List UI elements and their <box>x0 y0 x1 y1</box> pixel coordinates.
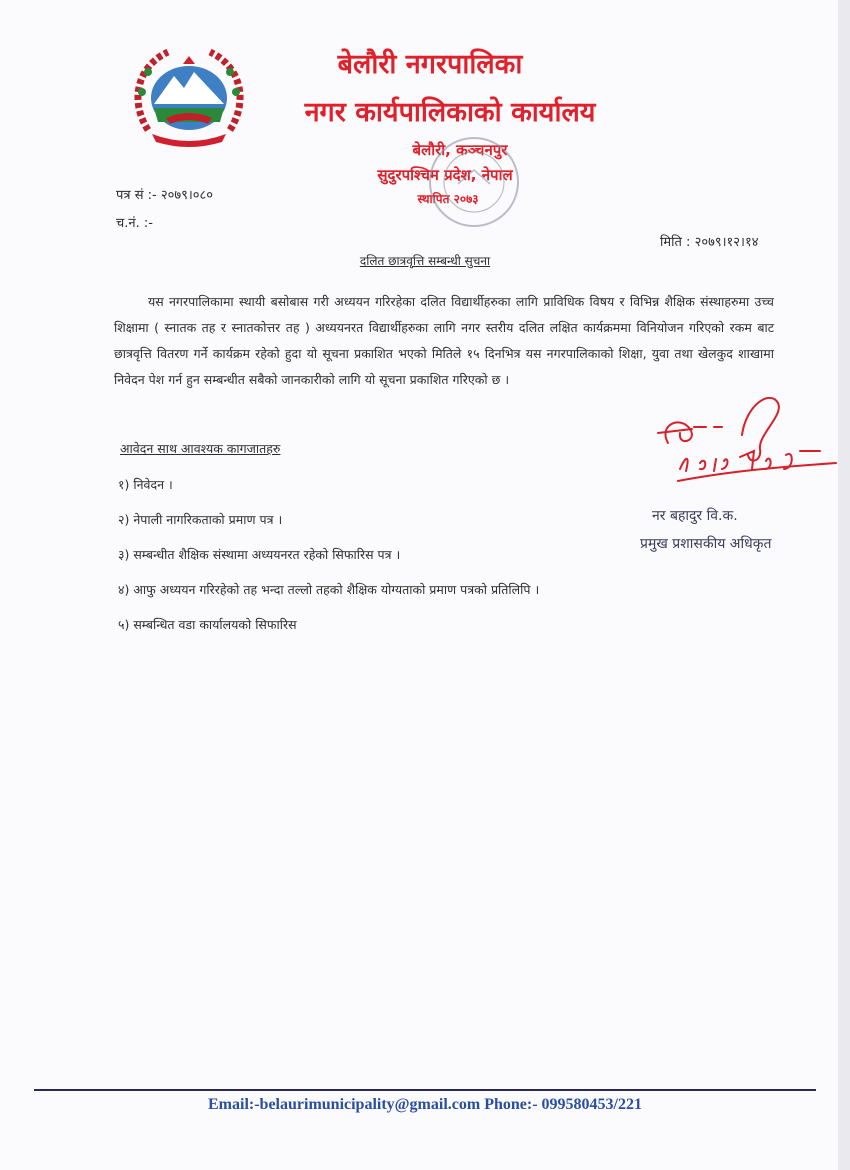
office-name: नगर कार्यपालिकाको कार्यालय <box>304 97 596 128</box>
notice-body: यस नगरपालिकामा स्थायी बसोबास गरी अध्ययन गरिरहेका दलित विद्यार्थीहरुका लागि प्राविधिक विषय र विभिन्न शैक्षिक संस्थाहरुमा उच्च शिक्षामा ( स्नातक तह र स्नातकोत्तर तह ) अध्ययनरत विद्यार्थीहरुका लागि नगर स्तरीय दलित लक्षित कार्यक्रममा विनियोजन गरिएको रकम बाट छात्रवृत्ति वितरण गर्ने कार्यक्रम रहेको हुदा यो सूचना प्रकाशित भएको मितिले १५ दिनभित्र यस नगरपालिकाको शिक्षा, युवा तथा खेलकुद शाखामा निवेदन पेश गर्न हुन सम्बन्धीत सबैको जानकारीको लागि यो सूचना प्रकाशित गरिएको छ । <box>114 294 774 387</box>
signatory-name: नर बहादुर वि.क. <box>652 508 738 524</box>
documents-heading: आवेदन साथ आवश्यक कागजातहरु <box>120 441 281 456</box>
list-item: ३) सम्बन्धीत शैक्षिक संस्थामा अध्ययनरत रहेको सिफारिस पत्र । <box>118 547 401 562</box>
address-line-1: बेलौरी, कञ्चनपुर <box>412 141 508 159</box>
documents-list <box>118 476 539 651</box>
list-item: २) नेपाली नागरिकताको प्रमाण पत्र । <box>118 512 283 527</box>
footer-divider <box>34 1089 816 1091</box>
municipality-name: बेलौरी नगरपालिका <box>337 49 523 80</box>
footer-contact: Email:-belaurimunicipality@gmail.com Phone:- 099580453/221 <box>208 1096 642 1113</box>
notice-date: मिति : २०७९।१२।१४ <box>660 235 759 250</box>
list-item: ५) सम्बन्धित वडा कार्यालयको सिफारिस <box>118 617 297 632</box>
reference-number: पत्र सं :- २०७९।०८० <box>116 188 214 203</box>
list-item: १) निवेदन । <box>118 477 173 492</box>
nepal-emblem-icon <box>128 42 250 150</box>
office-seal-icon <box>418 132 530 232</box>
list-item: ४) आफु अध्ययन गरिरहेको तह भन्दा तल्लो तहको शैक्षिक योग्यताको प्रमाण पत्रको प्रतिलिपि । <box>118 582 540 597</box>
address-line-2: सुदुरपश्चिम प्रदेश, नेपाल <box>377 166 513 184</box>
scan-edge <box>838 0 850 1170</box>
signatory-title: प्रमुख प्रशासकीय अधिकृत <box>640 536 772 552</box>
established-year: स्थापित २०७३ <box>417 192 479 206</box>
notice-subject: दलित छात्रवृत्ति सम्बन्धी सुचना <box>359 254 491 268</box>
handwritten-signature <box>650 385 840 495</box>
dispatch-number: च.नं. :- <box>116 216 153 231</box>
